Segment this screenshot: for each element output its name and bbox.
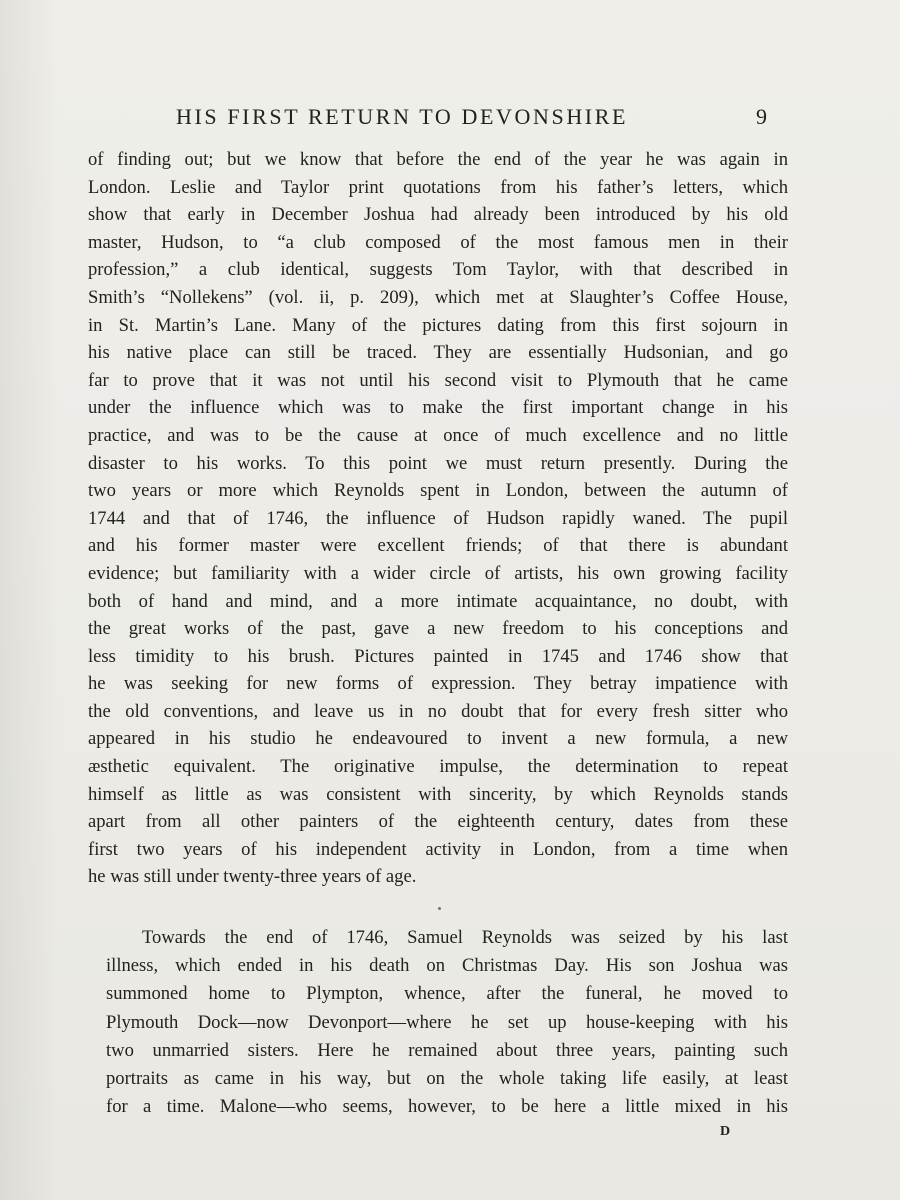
text-line: two years or more which Reynolds spent in London, between the autumn of bbox=[88, 480, 788, 502]
text-line: practice, and was to be the cause at once of much excellence and no little bbox=[88, 424, 788, 446]
text-line: he was seeking for new forms of expression. They betray impatience with bbox=[88, 673, 788, 695]
text-line: himself as little as was consistent with sincerity, by which Reynolds stands bbox=[88, 783, 788, 805]
text-line: 1744 and that of 1746, the influence of Hudson rapidly waned. The pupil bbox=[88, 507, 788, 529]
text-line: disaster to his works. To this point we must return presently. During the bbox=[88, 452, 788, 474]
text-line: portraits as came in his way, but on the whole taking life easily, at least bbox=[106, 1067, 788, 1089]
text-line: far to prove that it was not until his second visit to Plymouth that he came bbox=[88, 369, 788, 391]
running-head bbox=[0, 104, 900, 134]
paragraph-1 bbox=[88, 146, 788, 891]
text-line: under the influence which was to make the first important change in his bbox=[88, 397, 788, 419]
text-line: London. Leslie and Taylor print quotations from his father’s letters, which bbox=[88, 176, 788, 198]
text-line: both of hand and mind, and a more intimate acquaintance, no doubt, with bbox=[88, 590, 788, 612]
text-line: his native place can still be traced. They are essentially Hudsonian, and go bbox=[88, 342, 788, 364]
text-line: less timidity to his brush. Pictures painted in 1745 and 1746 show that bbox=[88, 645, 788, 667]
text-line: the old conventions, and leave us in no doubt that for every fresh sitter who bbox=[88, 700, 788, 722]
text-line: æsthetic equivalent. The originative impulse, the determination to repeat bbox=[88, 756, 788, 778]
text-line: first two years of his independent activity in London, from a time when bbox=[88, 838, 788, 860]
text-line: show that early in December Joshua had already been introduced by his old bbox=[88, 204, 788, 226]
signature-mark: D bbox=[720, 1124, 732, 1139]
text-line: evidence; but familiarity with a wider circle of artists, his own growing facility bbox=[88, 562, 788, 584]
text-line: the great works of the past, gave a new freedom to his conceptions and bbox=[88, 618, 788, 640]
text-line: Towards the end of 1746, Samuel Reynolds was seized by his last bbox=[142, 927, 788, 948]
text-line: illness, which ended in his death on Christmas Day. His son Joshua was bbox=[106, 955, 788, 977]
running-title: HIS FIRST RETURN TO DEVONSHIRE bbox=[176, 104, 629, 129]
text-line: Plymouth Dock—now Devonport—where he set up house-keeping with his bbox=[106, 1011, 788, 1033]
text-line: two unmarried sisters. Here he remained about three years, painting such bbox=[106, 1039, 788, 1061]
text-line: profession,” a club identical, suggests Tom Taylor, with that described in bbox=[88, 259, 788, 281]
text-line: appeared in his studio he endeavoured to invent a new formula, a new bbox=[88, 728, 788, 750]
page-number: 9 bbox=[756, 104, 767, 129]
text-line: in St. Martin’s Lane. Many of the pictures dating from this first sojourn in bbox=[88, 314, 788, 336]
text-line: of finding out; but we know that before the end of the year he was again in bbox=[88, 149, 788, 170]
text-line: Smith’s “Nollekens” (vol. ii, p. 209), which met at Slaughter’s Coffee House, bbox=[88, 286, 788, 308]
ink-speck bbox=[438, 907, 441, 910]
text-line: for a time. Malone—who seems, however, to be here a little mixed in his bbox=[106, 1096, 788, 1118]
text-line: master, Hudson, to “a club composed of the most famous men in their bbox=[88, 231, 788, 253]
text-line: and his former master were excellent friends; of that there is abundant bbox=[88, 535, 788, 557]
text-line: summoned home to Plympton, whence, after the funeral, he moved to bbox=[106, 983, 788, 1005]
paragraph-2 bbox=[88, 924, 788, 1121]
text-line: he was still under twenty-three years of age. bbox=[88, 866, 417, 888]
text-line: apart from all other painters of the eighteenth century, dates from these bbox=[88, 811, 788, 833]
